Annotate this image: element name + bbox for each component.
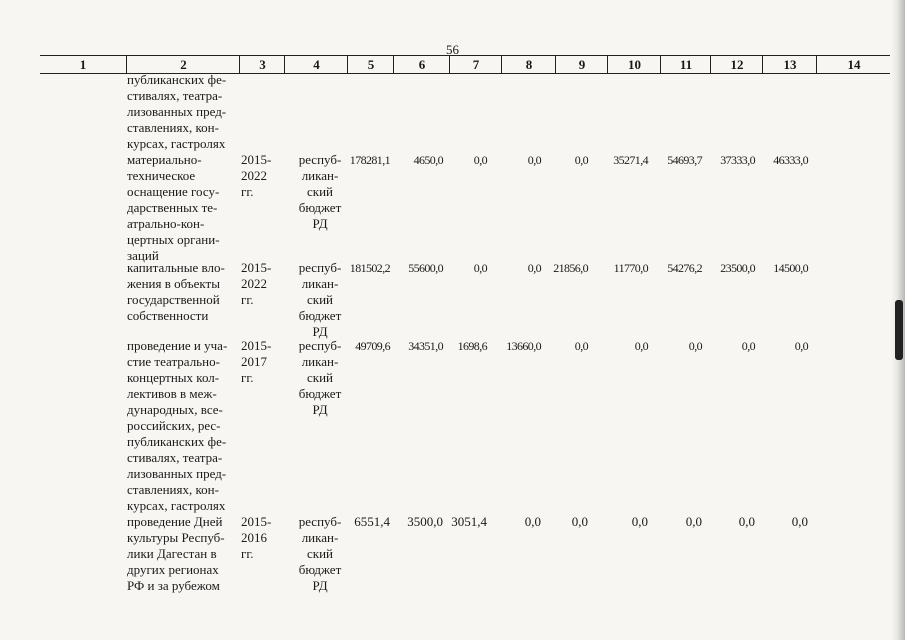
value-col-11: 54276,2 <box>667 261 702 275</box>
column-header-10: 10 <box>607 56 661 73</box>
activity-name: проведение Дней культуры Респуб- лики Дагестан в других регионах РФ и за рубежом <box>127 514 225 593</box>
column-header-9: 9 <box>555 56 608 73</box>
value-col-13: 0,0 <box>794 339 808 353</box>
activity-name: капитальные вло- жения в объекты государственной собственности <box>127 260 225 323</box>
value-col-13: 14500,0 <box>773 261 808 275</box>
funding-source: респуб- ликан- ский бюджет РД <box>298 514 342 593</box>
period: 2015- 2022 гг. <box>241 260 272 307</box>
value-col-9: 0,0 <box>574 339 588 353</box>
funding-source: респуб- ликан- ский бюджет РД <box>298 338 342 417</box>
value-col-7: 0,0 <box>473 153 487 167</box>
value-col-13: 46333,0 <box>773 153 808 167</box>
value-col-13: 0,0 <box>791 514 808 529</box>
value-col-7: 0,0 <box>473 261 487 275</box>
value-col-9: 0,0 <box>574 153 588 167</box>
period: 2015- 2016 гг. <box>241 514 272 561</box>
value-col-9: 21856,0 <box>553 261 588 275</box>
value-col-12: 23500,0 <box>720 261 755 275</box>
value-col-6: 3500,0 <box>407 514 443 529</box>
activity-name: проведение и уча- стие театрально- концертных кол- лективов в меж- дународных, все- российских, рес- публиканских фе- стивалях, театра- лизованных пред- ставлениях, кон- курсах, гастролях <box>127 338 228 513</box>
value-col-6: 4650,0 <box>413 153 443 167</box>
value-col-10: 0,0 <box>634 339 648 353</box>
value-col-10: 0,0 <box>631 514 648 529</box>
value-col-5: 178281,1 <box>349 153 390 167</box>
value-col-11: 0,0 <box>688 339 702 353</box>
column-header-14: 14 <box>816 56 891 73</box>
period: 2015- 2022 гг. <box>241 152 272 199</box>
column-header-6: 6 <box>393 56 450 73</box>
value-col-11: 0,0 <box>685 514 702 529</box>
value-col-12: 0,0 <box>738 514 755 529</box>
column-header-1: 1 <box>79 57 87 72</box>
value-col-11: 54693,7 <box>667 153 702 167</box>
value-col-6: 55600,0 <box>408 261 443 275</box>
value-col-8: 0,0 <box>527 261 541 275</box>
column-header-7: 7 <box>449 56 502 73</box>
column-header-8: 8 <box>501 56 556 73</box>
scan-artifact <box>895 300 903 360</box>
value-col-5: 181502,2 <box>349 261 390 275</box>
value-col-10: 35271,4 <box>613 153 648 167</box>
column-header-4: 4 <box>284 56 348 73</box>
funding-source: респуб- ликан- ский бюджет РД <box>298 152 342 231</box>
column-header-12: 12 <box>710 56 763 73</box>
value-col-8: 0,0 <box>527 153 541 167</box>
page-number: 56 <box>446 42 459 57</box>
value-col-9: 0,0 <box>571 514 588 529</box>
column-header-2: 2 <box>126 56 240 73</box>
value-col-5: 6551,4 <box>354 514 390 529</box>
value-col-10: 11770,0 <box>613 261 648 275</box>
value-col-7: 1698,6 <box>457 339 487 353</box>
column-header-11: 11 <box>660 56 711 73</box>
period: 2015- 2017 гг. <box>241 338 272 385</box>
value-col-5: 49709,6 <box>355 339 390 353</box>
column-header-3: 3 <box>239 56 285 73</box>
value-col-8: 13660,0 <box>506 339 541 353</box>
activity-name: материально- техническое оснащение госу- дарственных те- атрально-кон- цертных органи- заций <box>127 152 220 263</box>
funding-source: респуб- ликан- ский бюджет РД <box>298 260 342 339</box>
column-header-13: 13 <box>762 56 817 73</box>
value-col-12: 37333,0 <box>720 153 755 167</box>
column-header-5: 5 <box>347 56 394 73</box>
activity-name: публиканских фе- стивалях, театра- лизованных пред- ставлениях, кон- курсах, гастролях <box>127 72 227 151</box>
value-col-6: 34351,0 <box>408 339 443 353</box>
value-col-8: 0,0 <box>524 514 541 529</box>
value-col-7: 3051,4 <box>451 514 487 529</box>
value-col-12: 0,0 <box>741 339 755 353</box>
